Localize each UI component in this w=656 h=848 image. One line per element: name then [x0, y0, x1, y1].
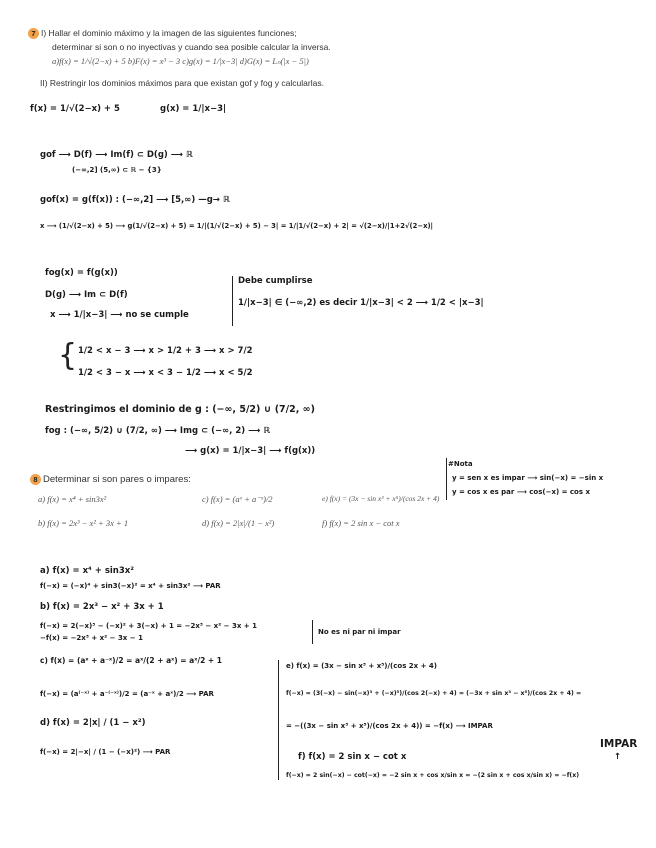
ex8-title: Determinar si son pares o impares: [43, 474, 191, 485]
must-hold-label: Debe cumplirse [238, 276, 313, 286]
sol-d-2: f(−x) = 2|−x| / (1 − (−x)²) ⟶ PAR [40, 748, 171, 756]
cases-brace: { [58, 338, 78, 373]
sol-b-1: b) f(x) = 2x³ − x² + 3x + 1 [40, 602, 164, 612]
case-2: 1/2 < 3 − x ⟶ x < 3 − 1/2 ⟶ x < 5/2 [78, 368, 253, 378]
sol-f-result: IMPAR [600, 738, 638, 750]
sol-e-1: e) f(x) = (3x − sin x³ + x⁵)/(cos 2x + 4) [286, 662, 438, 670]
ex7-intro-line2: determinar si son o no inyectivas y cuando sea posible calcular la inversa. [52, 42, 331, 52]
gof-chain: gof ⟶ D(f) ⟶ Im(f) ⊂ D(g) ⟶ ℝ [40, 150, 193, 160]
sol-c-1: c) f(x) = (aˣ + a⁻ˣ)/2 = aˣ/(2 + aˣ) = aˣ/2 + 1 [40, 656, 223, 665]
arrow-up-icon: ↑ [614, 752, 622, 762]
sol-b-3: −f(x) = −2x³ + x² − 3x − 1 [40, 634, 143, 642]
fog-final-2: ⟶ g(x) = 1/|x−3| ⟶ f(g(x)) [185, 446, 316, 456]
ex7-number-badge: 7 [28, 28, 39, 39]
sol-a-2: f(−x) = (−x)⁴ + sin3(−x)² = x⁴ + sin3x² ⟶ PAR [40, 582, 221, 590]
note-sin: y = sen x es impar ⟶ sin(−x) = −sin x [452, 474, 604, 482]
case-1: 1/2 < x − 3 ⟶ x > 1/2 + 3 ⟶ x > 7/2 [78, 346, 253, 356]
ex7-intro-line1: I) Hallar el dominio máximo y la imagen de las siguientes funciones; [41, 28, 297, 38]
sol-b-note: No es ni par ni impar [318, 628, 401, 636]
fog-divider [232, 276, 233, 326]
gof-chain-sets: (−∞,2] (5,∞) ⊂ ℝ − {3} [72, 166, 162, 174]
ex8-item-c: c) f(x) = (aˣ + a⁻ˣ)/2 [202, 494, 273, 504]
fog-chain: D(g) ⟶ Im ⊂ D(f) [45, 290, 128, 300]
sol-b-divider [312, 620, 313, 644]
fog-condition: 1/|x−3| ∈ (−∞,2) es decir 1/|x−3| < 2 ⟶ 1/2 < |x−3| [238, 298, 484, 308]
column-divider [278, 660, 279, 780]
sol-c-2: f(−x) = (a⁽⁻ˣ⁾ + a⁻⁽⁻ˣ⁾)/2 = (a⁻ˣ + aˣ)/2 ⟶ PAR [40, 690, 214, 698]
sol-a-1: a) f(x) = x⁴ + sin3x² [40, 566, 134, 576]
note-cos: y = cos x es par ⟶ cos(−x) = cos x [452, 488, 590, 496]
sol-f-1: f) f(x) = 2 sin x − cot x [298, 752, 407, 762]
f-definition: f(x) = 1/√(2−x) + 5 [30, 104, 120, 114]
ex8-item-d: d) f(x) = 2|x|/(1 − x²) [202, 518, 275, 528]
restrict-domain: Restringimos el dominio de g : (−∞, 5/2) ∪ (7/2, ∞) [45, 404, 315, 415]
fog-definition: fog(x) = f(g(x)) [45, 268, 118, 278]
sol-d-1: d) f(x) = 2|x| / (1 − x²) [40, 718, 146, 728]
note-title: #Nota [448, 460, 473, 468]
ex8-item-b: b) f(x) = 2x³ − x² + 3x + 1 [38, 518, 129, 528]
sol-f-2: f(−x) = 2 sin(−x) − cot(−x) = −2 sin x + cos x/sin x = −(2 sin x + cos x/sin x) = −f(x) [286, 772, 580, 779]
ex8-item-f: f) f(x) = 2 sin x − cot x [322, 518, 400, 528]
gof-composition: gof(x) = g(f(x)) : (−∞,2] ⟶ [5,∞) —g→ ℝ [40, 195, 230, 205]
ex8-item-e: e) f(x) = (3x − sin x³ + x⁵)/(cos 2x + 4) [322, 494, 440, 503]
ex8-header [30, 474, 191, 485]
ex7-part2: II) Restringir los dominios máximos para que existan gof y fog y calcularlas. [40, 78, 324, 88]
ex7-functions: a)f(x) = 1/√(2−x) + 5 b)F(x) = x³ − 3 c)g(x) = 1/|x−3| d)G(x) = Lₙ(|x − 5|) [52, 56, 309, 66]
note-border [446, 458, 447, 500]
gof-calculation: x ⟶ (1/√(2−x) + 5) ⟶ g(1/√(2−x) + 5) = 1/|(1/√(2−x) + 5) − 3| = 1/|1/√(2−x) + 2| = √(2−x)/|1+2√(2−x)| [40, 222, 434, 230]
ex8-item-a: a) f(x) = x⁴ + sin3x² [38, 494, 107, 504]
sol-b-2: f(−x) = 2(−x)³ − (−x)² + 3(−x) + 1 = −2x³ − x² − 3x + 1 [40, 622, 257, 630]
sol-e-2: f(−x) = (3(−x) − sin(−x)³ + (−x)⁵)/(cos 2(−x) + 4) = (−3x + sin x³ − x⁵)/(cos 2x + 4) = [286, 690, 582, 697]
g-definition: g(x) = 1/|x−3| [160, 104, 227, 114]
ex8-number-badge: 8 [30, 474, 41, 485]
ex7-header [28, 28, 297, 39]
fog-final-1: fog : (−∞, 5/2) ∪ (7/2, ∞) ⟶ Img ⊂ (−∞, 2) ⟶ ℝ [45, 426, 271, 436]
fog-mapping: x ⟶ 1/|x−3| ⟶ no se cumple [50, 310, 189, 320]
sol-e-3: = −((3x − sin x³ + x⁵)/(cos 2x + 4)) = −f(x) ⟶ IMPAR [286, 722, 493, 730]
